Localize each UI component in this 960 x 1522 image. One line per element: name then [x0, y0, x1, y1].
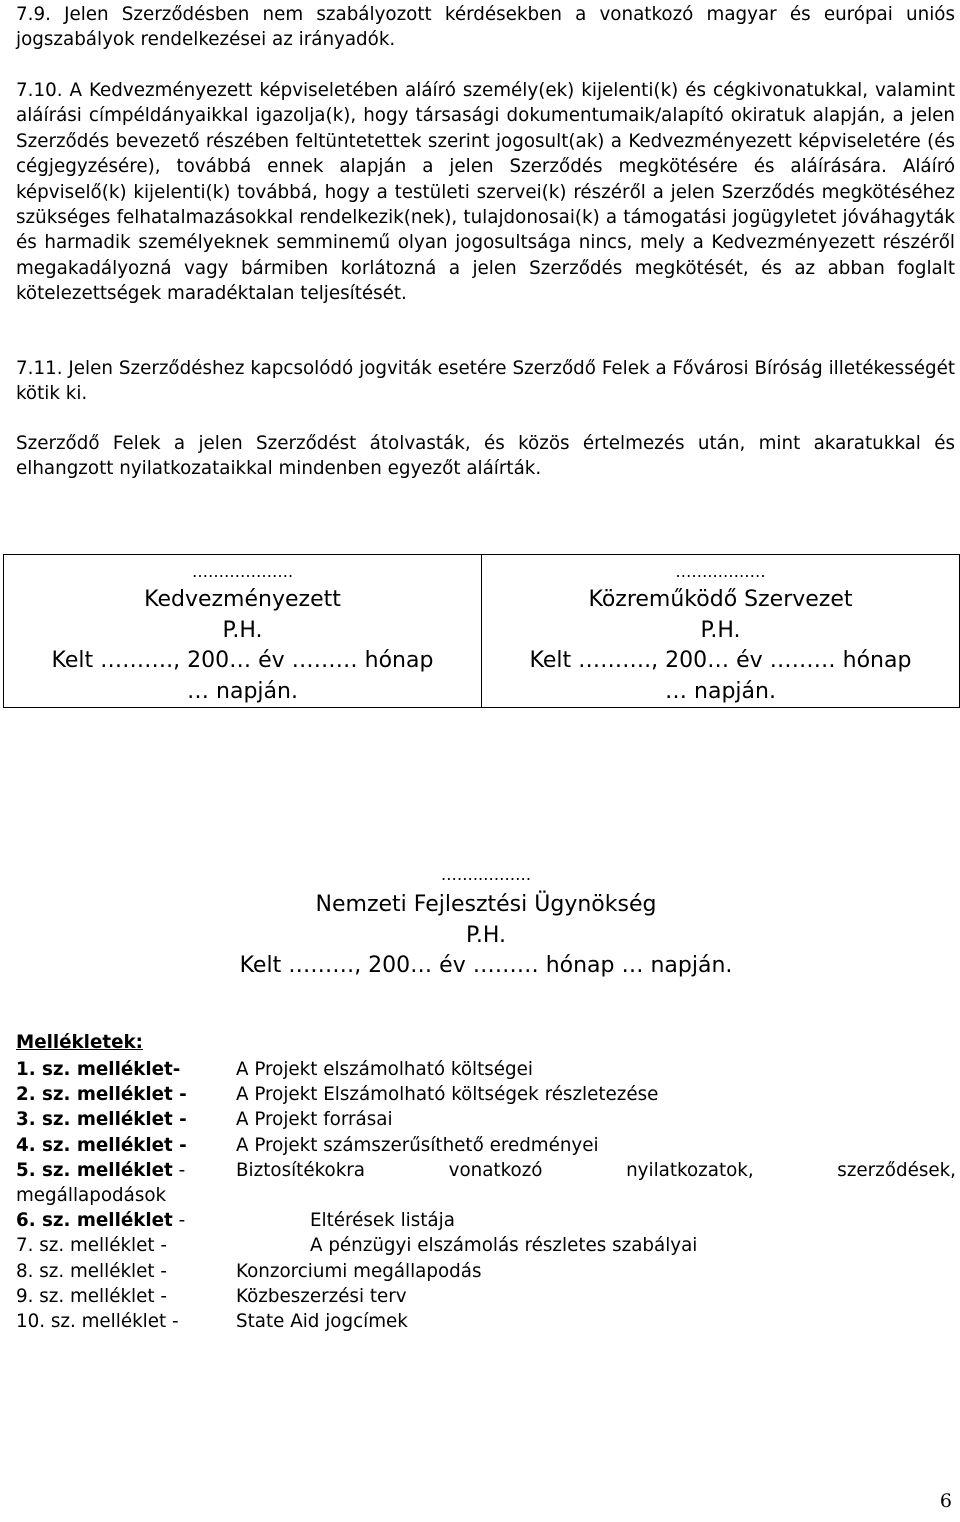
- date-line: Kelt ………., 200… év ……… hónap: [51, 648, 434, 673]
- list-item: [16, 1284, 956, 1309]
- annex-title: A Projekt Elszámolható költségek részletezése: [236, 1084, 659, 1106]
- date-line-end: … napján.: [665, 678, 776, 704]
- annex-title: Eltérések listája: [310, 1210, 455, 1232]
- page-number: 6: [939, 1490, 952, 1512]
- annexes-title: Mellékletek:: [16, 1032, 143, 1053]
- list-item: [16, 1233, 956, 1258]
- date-line: Kelt ………., 200… év ……… hónap: [529, 648, 912, 673]
- annex-label: 3. sz. melléklet -: [16, 1109, 187, 1131]
- date-line: Kelt ………, 200… év ……… hónap … napján.: [239, 953, 733, 978]
- signature-block-kedvezmenyezett: [4, 555, 482, 708]
- list-item: [16, 1309, 956, 1334]
- list-item: [16, 1107, 956, 1132]
- annexes-list: [16, 1057, 956, 1334]
- closing-paragraph: Szerződő Felek a jelen Szerződést átolvasták, és közös értelmezés után, mint akaratukkal és elhangzott nyilatkozataikkal mindenben egyezőt aláírták.: [16, 433, 955, 480]
- annex-label: 2. sz. melléklet -: [16, 1084, 187, 1106]
- annex-label: 10. sz. melléklet -: [16, 1310, 179, 1332]
- annex-label: 1. sz. melléklet-: [16, 1059, 181, 1080]
- date-line-end: … napján.: [187, 678, 298, 704]
- signature-block-kozremukodo: [482, 555, 960, 708]
- list-item: [16, 1259, 956, 1284]
- signature-line: ……………….: [191, 562, 294, 581]
- annex-label: 7. sz. melléklet -: [16, 1235, 167, 1257]
- annex-title: A pénzügyi elszámolás részletes szabályai: [310, 1235, 698, 1257]
- signature-table: [3, 554, 960, 708]
- list-item: [16, 1133, 956, 1158]
- list-item: [16, 1082, 956, 1107]
- annex-label: 6. sz. melléklet -: [16, 1210, 186, 1232]
- annex-label: 8. sz. melléklet -: [16, 1260, 167, 1282]
- paragraph-7-9: 7.9. Jelen Szerződésben nem szabályozott kérdésekben a vonatkozó magyar és európai uniós jogszabályok rendelkezései az irányadók.: [16, 4, 955, 51]
- annex-title: Konzorciumi megállapodás: [236, 1260, 482, 1282]
- paragraph-7-10: 7.10. A Kedvezményezett képviseletében aláíró személy(ek) kijelenti(k) és cégkivonatukkal, valamint aláírási címpéldányaikkal igazolja(k), hogy társasági dokumentumaik/alapító okiratuk alapján, a jelen Szerződés bevezető részében feltüntetettek szerint jogosult(ak) a Kedvezményezett képviseletére (és cégjegyzésére), továbbá ennek alapján a jelen Szerződés megkötésére és aláírására. Aláíró képviselő(k) kijelenti(k) továbbá, hogy a testületi szervei(k) részéről a jelen Szerződés megkötéséhez szükséges felhatalmazásokkal rendelkezik(nek), tulajdonosai(k) a támogatási jogügyletet jóváhagyták és harmadik személyeknek semminemű olyan jogosultsága nincs, mely a Kedvezményezett részéről megakadályozná vagy bármiben korlátozná a jelen Szerződés megkötését, és az abban foglalt kötelezettségek maradéktalan teljesítését.: [16, 80, 955, 305]
- list-item: [16, 1057, 956, 1082]
- stamp-placeholder: P.H.: [222, 617, 263, 643]
- annex-title: Biztosítékokra vonatkozó nyilatkozatok, szerződések,: [236, 1159, 956, 1181]
- annex-title: State Aid jogcímek: [236, 1310, 408, 1332]
- annex-label: 4. sz. melléklet -: [16, 1134, 187, 1156]
- stamp-placeholder: P.H.: [466, 922, 506, 948]
- annex-title: A Projekt forrásai: [236, 1109, 393, 1131]
- annex-title: A Projekt számszerűsíthető eredményei: [236, 1134, 599, 1156]
- annex-title-continuation: megállapodások: [16, 1184, 167, 1206]
- signature-line: ……..………: [440, 865, 532, 884]
- list-item: [16, 1158, 956, 1183]
- party-name: Nemzeti Fejlesztési Ügynökség: [315, 892, 657, 917]
- party-name: Közreműködő Szervezet: [588, 587, 853, 612]
- annex-label: 5. sz. melléklet -: [16, 1159, 186, 1181]
- list-item: [16, 1208, 956, 1233]
- signature-block-nfu: [0, 865, 960, 982]
- annex-title: Közbeszerzési terv: [236, 1285, 407, 1307]
- party-name: Kedvezményezett: [144, 587, 341, 612]
- stamp-placeholder: P.H.: [700, 617, 741, 643]
- annex-title: A Projekt elszámolható költségei: [236, 1059, 533, 1080]
- list-item-continuation: [16, 1183, 956, 1208]
- signature-line: ……..………: [675, 562, 766, 581]
- paragraph-7-11: 7.11. Jelen Szerződéshez kapcsolódó jogviták esetére Szerződő Felek a Fővárosi Bíróság illetékességét kötik ki.: [16, 358, 955, 405]
- annex-label: 9. sz. melléklet -: [16, 1285, 167, 1307]
